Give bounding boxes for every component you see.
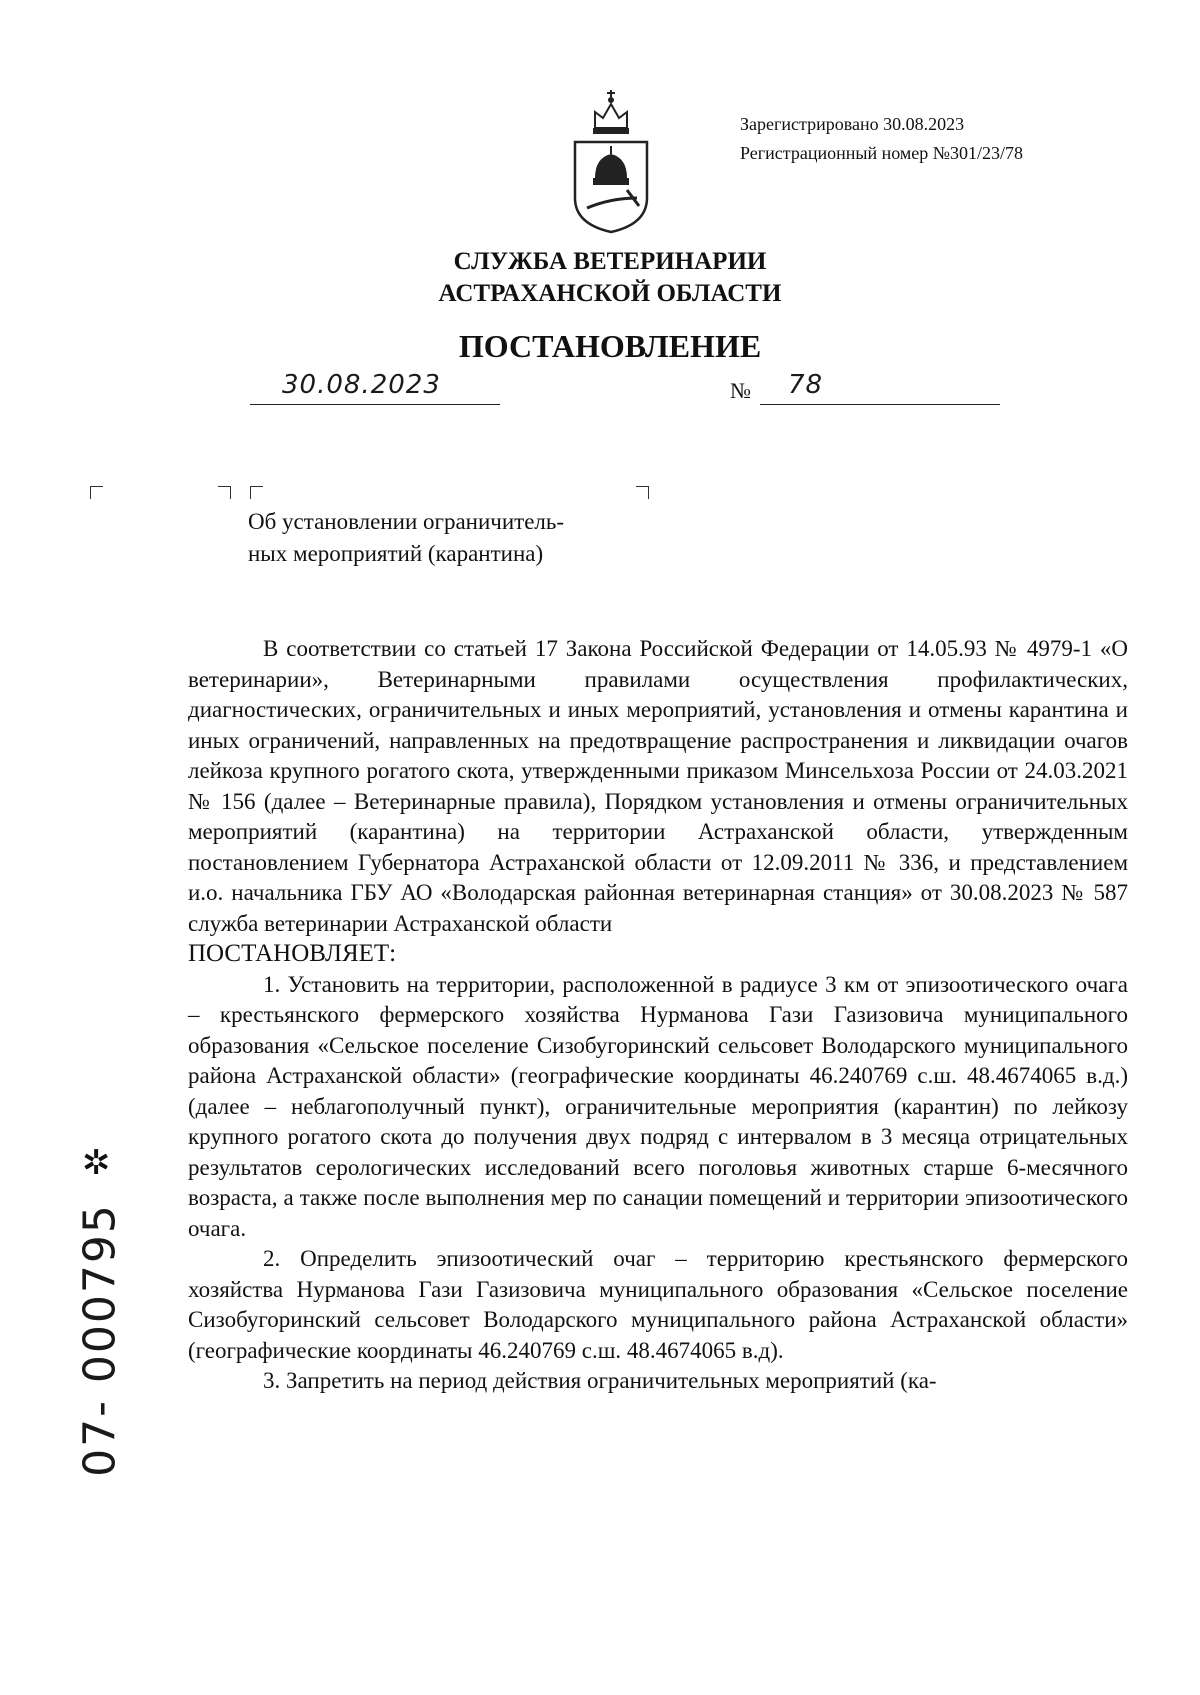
registration-number: Регистрационный номер №301/23/78 <box>740 143 1023 163</box>
item-2-paragraph: 2. Определить эпизоотический очаг – территорию крестьянского фермерского хозяйства Нурманова Гази Газизовича муниципального образования «Сельское поселение Сизобугоринский сельсовет Володарского муниципального района Астраханской области» (географические координаты 46.240769 с.ш. 48.4674065 в.д). <box>188 1246 1128 1363</box>
item-3-paragraph: 3. Запретить на период действия ограничительных мероприятий (ка- <box>263 1368 937 1393</box>
registration-block <box>740 110 1023 168</box>
decree-heading: ПОСТАНОВЛЯЕТ: <box>188 940 397 967</box>
corner-mark <box>218 486 231 499</box>
document-subject <box>248 506 564 570</box>
agency-line-2: АСТРАХАНСКОЙ ОБЛАСТИ <box>438 280 782 307</box>
subject-line-2: ных мероприятий (карантина) <box>248 541 544 566</box>
document-type: ПОСТАНОВЛЕНИЕ <box>458 328 762 364</box>
agency-name <box>0 246 1200 310</box>
registration-date: Зарегистрировано 30.08.2023 <box>740 114 965 134</box>
number-sign: № <box>730 378 751 403</box>
margin-stamp <box>40 1203 160 1477</box>
subject-line-1: Об установлении ограничитель- <box>248 509 565 534</box>
document-number: 78 <box>788 370 824 400</box>
corner-mark <box>250 486 263 499</box>
corner-mark <box>636 486 649 499</box>
coat-of-arms-icon <box>565 86 657 236</box>
corner-mark <box>90 486 103 499</box>
agency-line-1: СЛУЖБА ВЕТЕРИНАРИИ <box>453 248 767 275</box>
asterisk-mark: ✲ <box>82 1143 111 1183</box>
item-1-paragraph: 1. Установить на территории, расположенной в радиусе 3 км от эпизоотического очага – крестьянского фермерского хозяйства Нурманова Гази Газизовича муниципального образования «Сельское поселение Сизобугоринский сельсовет Володарского муниципального района Астраханской области» (географические координаты 46.240769 с.ш. 48.4674065 в.д.) (далее – неблагополучный пункт), ограничительные мероприятия (карантин) по лейкозу крупного рогатого скота до получения двух подряд с интервалом в 3 месяца отрицательных результатов серологических исследований всего поголовья животных старше 6-месячного возраста, а также после выполнения мер по санации помещений и территории эпизоотического очага. <box>188 971 1128 1241</box>
preamble-paragraph: В соответствии со статьей 17 Закона Российской Федерации от 14.05.93 № 4979-1 «О ветеринарии», Ветеринарными правилами осуществления профилактических, диагностических, ограничительных и иных мероприятий, установления и отмены карантина и иных ограничений, направленных на предотвращение распространения и ликвидации очагов лейкоза крупного рогатого скота, утвержденными приказом Минсельхоза России от 24.03.2021 № 156 (далее – Ветеринарные правила), Порядком установления и отмены ограничительных мероприятий (карантина) на территории Астраханской области, утвержденным постановлением Губернатора Астраханской области от 12.09.2011 № 336, и представлением и.о. начальника ГБУ АО «Володарская районная ветеринарная станция» от 30.08.2023 № 587 служба ветеринарии Астраханской области <box>188 636 1128 936</box>
stamp-number: 07- 000795 <box>74 1203 126 1477</box>
document-date: 30.08.2023 <box>282 370 441 400</box>
document-body <box>188 634 1128 1397</box>
